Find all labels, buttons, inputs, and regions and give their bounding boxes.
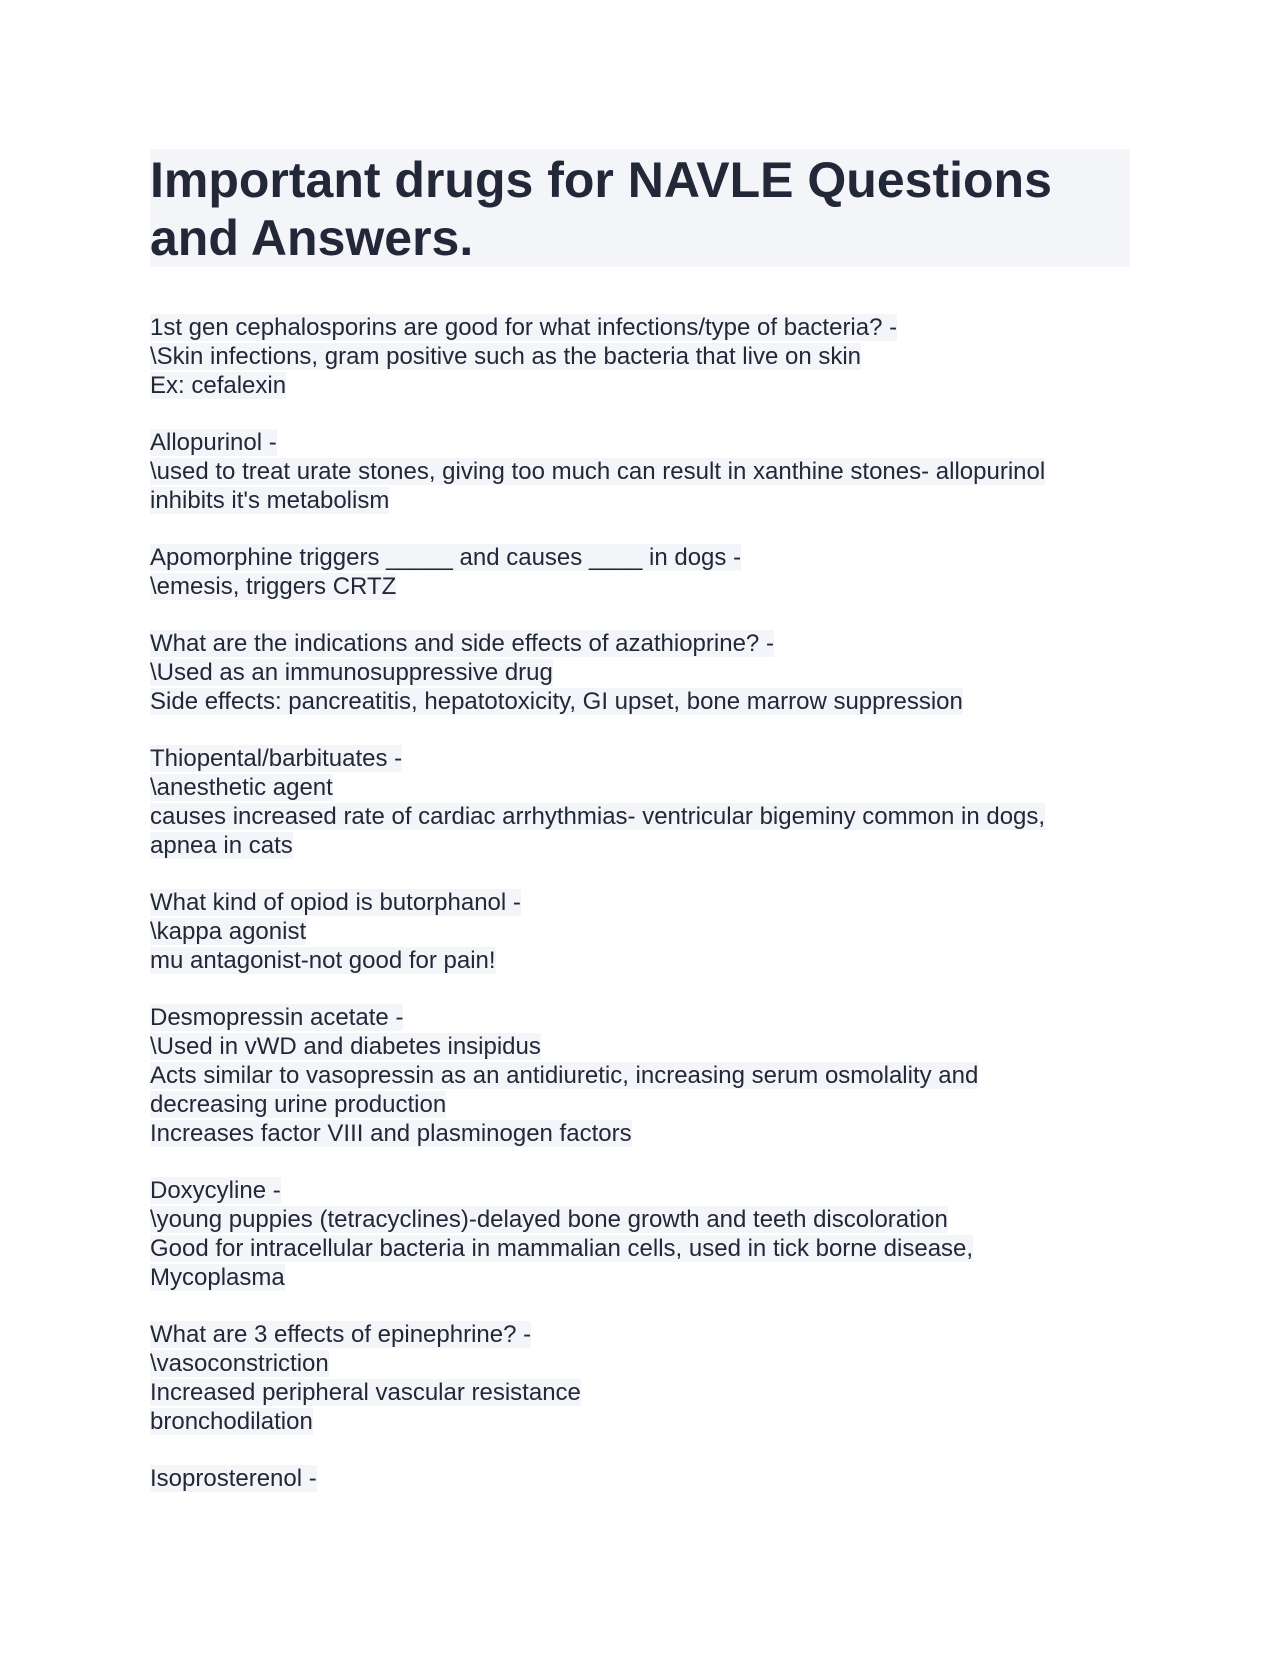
document-title: Important drugs for NAVLE Questions and Answers. — [150, 149, 1130, 267]
answer-line — [150, 917, 1130, 946]
qa-entry — [150, 428, 1130, 515]
answer-line — [150, 1061, 1130, 1090]
qa-entry — [150, 1320, 1130, 1436]
answer-line — [150, 1263, 1130, 1292]
line-text: inhibits it's metabolism — [150, 487, 390, 514]
line-text: Mycoplasma — [150, 1264, 285, 1291]
question-line — [150, 629, 1130, 658]
answer-line — [150, 486, 1130, 515]
answer-line — [150, 831, 1130, 860]
question-line — [150, 1464, 1130, 1493]
question-line — [150, 1320, 1130, 1349]
line-text: Allopurinol - — [150, 429, 277, 456]
answer-line — [150, 658, 1130, 687]
answer-line — [150, 802, 1130, 831]
question-line — [150, 313, 1130, 342]
line-text: \used to treat urate stones, giving too much can result in xanthine stones- allopurinol — [150, 458, 1046, 485]
line-text: Thiopental/barbituates - — [150, 745, 403, 772]
qa-entry — [150, 1176, 1130, 1292]
answer-line — [150, 371, 1130, 400]
line-text: Increases factor VIII and plasminogen factors — [150, 1120, 632, 1147]
line-text: Good for intracellular bacteria in mammalian cells, used in tick borne disease, — [150, 1235, 974, 1262]
answer-line — [150, 1205, 1130, 1234]
line-text: causes increased rate of cardiac arrhythmias- ventricular bigeminy common in dogs, — [150, 803, 1046, 830]
line-text: apnea in cats — [150, 832, 293, 859]
answer-line — [150, 1090, 1130, 1119]
answer-line — [150, 687, 1130, 716]
answer-line — [150, 773, 1130, 802]
qa-entry — [150, 1464, 1130, 1493]
line-text: Ex: cefalexin — [150, 372, 287, 399]
line-text: \Used as an immunosuppressive drug — [150, 659, 553, 686]
qa-entry — [150, 888, 1130, 975]
line-text: \vasoconstriction — [150, 1350, 329, 1377]
line-text: 1st gen cephalosporins are good for what infections/type of bacteria? - — [150, 314, 898, 341]
line-text: decreasing urine production — [150, 1091, 447, 1118]
answer-line — [150, 342, 1130, 371]
line-text: Isoprosterenol - — [150, 1465, 317, 1492]
question-line — [150, 744, 1130, 773]
line-text: Increased peripheral vascular resistance — [150, 1379, 581, 1406]
qa-entry — [150, 543, 1130, 601]
document-page — [150, 149, 1130, 1521]
answer-line — [150, 572, 1130, 601]
question-line — [150, 543, 1130, 572]
answer-line — [150, 1349, 1130, 1378]
line-text: Acts similar to vasopressin as an antidiuretic, increasing serum osmolality and — [150, 1062, 979, 1089]
question-line — [150, 1003, 1130, 1032]
line-text: Desmopressin acetate - — [150, 1004, 404, 1031]
qa-entry — [150, 313, 1130, 400]
answer-line — [150, 946, 1130, 975]
line-text: mu antagonist-not good for pain! — [150, 947, 496, 974]
line-text: \emesis, triggers CRTZ — [150, 573, 397, 600]
answer-line — [150, 1234, 1130, 1263]
question-line — [150, 1176, 1130, 1205]
answer-line — [150, 1119, 1130, 1148]
line-text: Apomorphine triggers _____ and causes ____ in dogs - — [150, 544, 742, 571]
line-text: \Skin infections, gram positive such as the bacteria that live on skin — [150, 343, 862, 370]
qa-entries — [150, 313, 1130, 1493]
qa-entry — [150, 1003, 1130, 1148]
line-text: \Used in vWD and diabetes insipidus — [150, 1033, 541, 1060]
line-text: What are the indications and side effects of azathioprine? - — [150, 630, 774, 657]
answer-line — [150, 457, 1130, 486]
question-line — [150, 888, 1130, 917]
line-text: \kappa agonist — [150, 918, 307, 945]
line-text: \anesthetic agent — [150, 774, 333, 801]
line-text: \young puppies (tetracyclines)-delayed bone growth and teeth discoloration — [150, 1206, 948, 1233]
line-text: bronchodilation — [150, 1408, 313, 1435]
answer-line — [150, 1407, 1130, 1436]
line-text: What kind of opiod is butorphanol - — [150, 889, 521, 916]
qa-entry — [150, 629, 1130, 716]
qa-entry — [150, 744, 1130, 860]
line-text: Side effects: pancreatitis, hepatotoxicity, GI upset, bone marrow suppression — [150, 688, 963, 715]
line-text: What are 3 effects of epinephrine? - — [150, 1321, 532, 1348]
line-text: Doxycyline - — [150, 1177, 281, 1204]
answer-line — [150, 1378, 1130, 1407]
question-line — [150, 428, 1130, 457]
answer-line — [150, 1032, 1130, 1061]
